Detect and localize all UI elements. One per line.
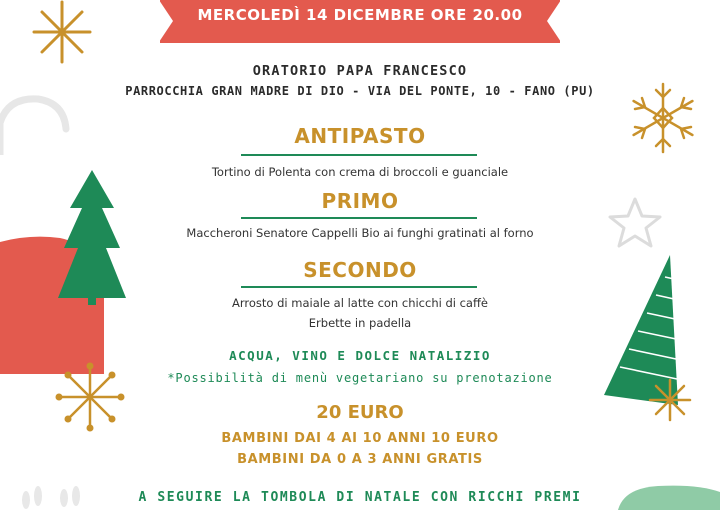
section-divider [241,154,477,156]
sparkle-icon [22,0,102,70]
dish-item: Tortino di Polenta con crema di broccoli e guanciale [211,165,509,179]
children-free-line: BAMBINI DA 0 A 3 ANNI GRATIS [237,452,483,467]
price: 20 EURO [316,402,404,423]
dish-item: Maccheroni Senatore Cappelli Bio ai funghi gratinati al forno [186,226,534,240]
section-divider [241,286,477,288]
event-date: MERCOLEDÌ 14 DICEMBRE ORE 20.00 [197,6,523,24]
drinks-dessert-line: ACQUA, VINO E DOLCE NATALIZIO [229,348,491,363]
section-heading-antipasto: ANTIPASTO [294,124,426,148]
children-price-line: BAMBINI DAI 4 AI 10 ANNI 10 EURO [221,431,499,446]
tombola-announcement: A SEGUIRE LA TOMBOLA DI NATALE CON RICCHI PREMI [138,490,582,505]
venue-name: ORATORIO PAPA FRANCESCO [252,63,468,79]
section-divider [241,217,477,219]
date-banner [160,0,560,43]
dish-item: Erbette in padella [308,316,412,330]
section-heading-secondo: SECONDO [303,258,417,282]
section-heading-primo: PRIMO [321,189,399,213]
venue-address: PARROCCHIA GRAN MADRE DI DIO - VIA DEL PONTE, 10 - FANO (PU) [125,84,595,98]
vegetarian-note: *Possibilità di menù vegetariano su prenotazione [167,371,553,385]
dish-item: Arrosto di maiale al latte con chicchi di caffè [232,296,488,310]
